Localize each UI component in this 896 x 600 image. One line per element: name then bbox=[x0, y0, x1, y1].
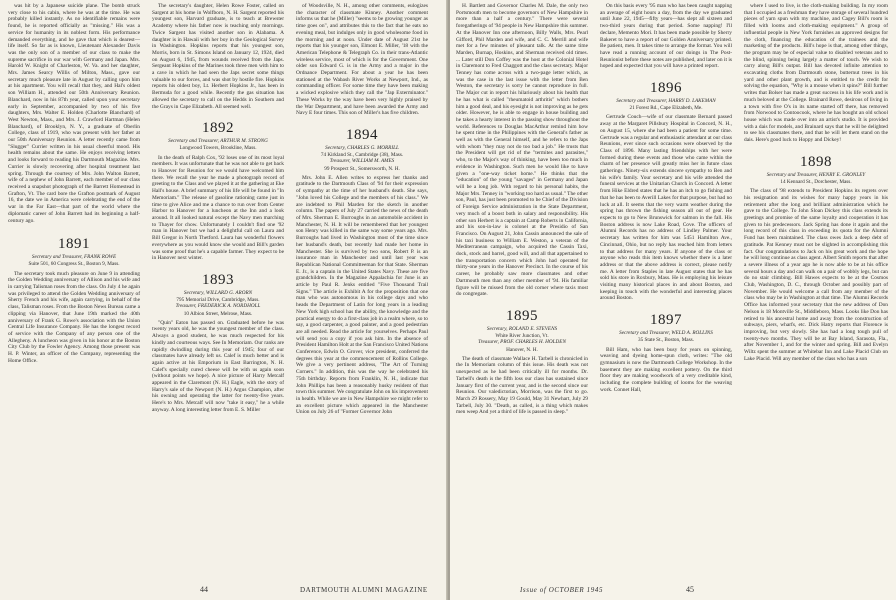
class-year-heading: 1898 bbox=[800, 153, 832, 170]
class-treasurer: Treasurer, WILLIAM M. AMES bbox=[329, 158, 395, 165]
body-text: Bill Ham, who has been busy for years on spinning, weaving and dyeing home-spun cloth, writes: "The old gymnasium is now the Dartmouth College Workshop. In the basement they are making excellent pottery. On the third floor they are making woodwork of a very creditable kind, including the complete building of looms for the weaving work. Connet Hall, bbox=[600, 346, 732, 393]
body-text: Mrs. John E. Allen writes to express her thanks and gratitude to the Dartmouth Class of '94 for their expression of sympathy at the time of her husband's death. She says, "John loved his College and the members of his class." We are indebted to Phil Marden for the sketch in another column. The papers of July 27 carried the news of the death of Mrs. Sherman E. Burroughs in an automobile accident in Manchester, N. H. It will be remembered that her youngest son Henry was killed in the same way some years ago. Mrs. Burroughs had lived in Washington most of the time since her husband's death, but recently had made her home in Manchester. She is survived by two sons, Robert P. is an insurance man in Manchester and until last year was Republican National Committeeman for that State. Sherman E. Jr., is a captain in the United States Navy. These are five grandchildren. In the Magazine Appalachia for June is an article by Paul R. Jenks entitled "Five Thousand Trail Signs." The article is Exhibit A for the proposition that one man who was autonomous in his college days and who heads the Department of Latin for long years in a leading New York high school has the ability, the knowledge and the practical energy to do a first-class job in a realm where, so to say, a good carpenter, a good painter, and a good pedestrian are all needed. Read the article for yourselves. Perhaps Paul will send you a copy if you ask him. In the absence of President Hamilton Holt at the San Francisco United Nations Conference, Edwin O. Grover, vice president, conferred the degrees this year at the commencement of Rollins College. We give a very pertinent address, "The Art of Turning Corners." In addition, this was the way he celebrated his 75th birthday. Reports from Franklin, N. H., indicate that John Phillips has been a reasonably husky resident of that town this summer. We congratulate John on his improvement in health. While we are in New Hampshire we might refer to an excellent picture which appeared in the Manchester Union on July 26 of "Former Governor John bbox=[296, 174, 428, 416]
body-text: The secretary's daughter, Helen Rowe Foster, called on Sargent at his home in Wolfboro, N. H. Sargent reported his youngest son, Harvard graduate, is to teach at Brewster Academy where his father now is teaching only mornings. Twice Sargent has visited another son in Alabama. A daughter is in Hawaii with her boy in the Geological Survey in Washington. Hopkins reports that his youngest son, Morris, born in St. Simons Island on January 12, 1924, died on August 6, 1945, from wounds received from the Japs. Sergeant Hopkins of the Marines took three men with him to a cave in which he had seen the Japs secret some things valuable to our forces, and was shot by hostile fire. Hopkins reports his oldest boy, Lt. Herbert Hopkins Jr., has been in Bermuda for a good while. Recently the gas situation has allowed the secretary to call on the Hedds in Southern and the Grays in Cape Elizabeth. All seemed well. bbox=[152, 3, 284, 110]
body-text: where I used to live, is the cloth-making building. In my room that I occupied as a freshman they have storage of several hundred pieces of yarn spun with my machine, and Cagey Bill's room is filled with looms and cloth-making equipment." A group of influential people in New York furnishes an approved designs for the cloth, financing the education of the trainees and the marketing of the products. Bill's hope is that, among other things, the program may be of especial value to disabled veterans and to the blind, spinning being largely a matter of touch. We wish to carry along Bill's output. Bill has devoted infinite attention to excavating cloths from Dartmouth stone, butternut trees in his yard and other plant growth, and is entitled to the credit for solving the equation, "Why is a mouse when it spins?" Bill further writes that Bolser has made a great success in his life work and is much beloved at the College. Brainard Rowe, desirous of living in a town with five O's in its name started off there, has removed from Norwood to Contoocook, where he has bought an old school house which was made over into an artist's studio. It is provided with a dais for models, and Brainard says that he will be delighted to see his classmates there, and that he will let them stand on the dais. Here's good luck to Hoppy and Dickey! bbox=[744, 3, 888, 144]
body-text: of Woodsville, N. H., among other comments, eulogizes the character of classmate Kinney. Another comment informs us that he (Miller) "seems to be growing younger as time goes on", and attributes this to the fact that he eats no evening meal, but indulges only in good wholesome food in the morning and at noon. Under date of August 21st he reports that his younger son, Elmont E. Miller, '18 with the American Telephone & Telegraph Co. in their trans-Atlantic wireless service, most of which is for the Government. One older son Edward G. is in the Army and a major in the Ordnance Department. For about a year he has been stationed at the Wabash River Works at Newport, Ind., as commanding officer. For some time they have been making a wicked explosive which they call the "Jap Exterminator." These Works by the way have been very highly praised by the War Department, and have been awarded the Army and Navy E four times. This son of Miller's has five children. bbox=[296, 3, 428, 117]
class-secretary: Secretary and Treasurer, HENRY E. GRONLEY bbox=[766, 171, 866, 178]
class-address: 99 Prospect St., Somersworth, N. H. bbox=[324, 165, 400, 172]
body-text: In the death of Ralph Cox, '92 loses one of its most loyal members. It was unfortunate that he was not able to get back to Hanover for Reunion for we would have welcomed him there. We recall the year he made a photograph record of greeting to the Class and we played it at the gathering at Eke Hall's house. A brief summary of his life will be found in "In Memoriam." The release of gasoline rationing came just in time to give Alice and me a chance to run over from Center Harbor to Hanover for a luncheon at the Inn and a look around. It all looked natural except the Navy men marching to Thayer for chow. Unfortunately I couldn't find one '92 man in Hanover but we had a delightful call on Laura and Bill Gregor in North Thetford. Laura has wonderful flowers everywhere as you would know she would and Bill's garden was some proof that he's a capable farmer. They expect to be in Hanover next winter. bbox=[152, 154, 284, 262]
right-column-1 bbox=[456, 3, 588, 416]
class-secretary: Secretary, ROLAND E. STEVENS bbox=[486, 325, 558, 332]
class-year-heading: 1891 bbox=[58, 236, 90, 253]
class-year-heading: 1894 bbox=[346, 126, 378, 143]
left-column-3 bbox=[296, 3, 428, 416]
class-address: Suite 501, 60 Congress St., Boston 9, Mass. bbox=[28, 261, 120, 268]
class-secretary: Secretary and Treasurer, WELD A. ROLLINS bbox=[619, 330, 713, 337]
right-column-2 bbox=[600, 3, 732, 393]
body-text: The death of classmate Wallace H. Tarbell is chronicled in the In Memoriam column of this issue. His death was not unexpected as he had been critically ill for months. Dr. Tarbell's death is the fifth loss our class has sustained since January first of the current year, and is the second since our Reunion. Our valedictorian, Morrison, was the first to go. March 29 Rossery, May 19 Gould, May 31 Newhart, July 29 Tarbell, July 30. "Death, as called, is a thing which makes men weep And yet a third of life is passed in sleep." bbox=[456, 355, 588, 416]
class-address: 14 Kennard St., Dorchester, Mass. bbox=[780, 178, 852, 185]
class-secretary: Secretary, WILLARD G. ARORN bbox=[183, 289, 253, 296]
body-text: H. Bartlett and Governor Charles M. Dale, the only two Portsmouth men to become governors of New Hampshire in more than a half a century." There were several foregatherings of '94 people in New Hampshire this summer. At the Hanover Inn one afternoon, Billy Walls, Mrs. Pearl Gifford, Phil Marden and wife, and C. C. Merrill and wife met for a few minutes of pleasant talk. At the same time Marden, Burnap, Hoskins, and Sherman received old times. ... Later still Don Coffey was the host at the Colonial Hotel in Claremont to Fred Chaggott and the class secretary. Major Tenney has come across with a two-page letter which, as was the case in the last issue with the letter from Ben Weston, the secretary is sorry he cannot reproduce in full. The Major cut in report his hilariously about his health that he has what is called "rheumatoid arthritis" which bothers him a good deal, and his eyesight is not improving as he gets older. However, he is able to engage in house building and he takes a hearty interest in the passing show throughout the world. References to Douglas MacArthur remind him how he spent time in the Philippines with the General's father as well as with the General himself, and he refers to the Japs with whom "they may not do too bad a job." He trusts that the President will get rid of the "termites and parasites," who, to the Major's way of thinking, have been too much in evidence in Washington. Such men he would like to have given a "one-way ticket home." He thinks that the "education" of the young "savages" in Germany and Japan will be a long job. With regard to his personal habits, the Major Mrs. Tenney in "working too hard as usual." The other son, Paul, has just been promoted to be Chief of the Division of Foreign Service administration in the State Department, very much of a boost both in salary and responsibility. His other son Herbert is a captain at Camp Roberts in California, and his son-in-law is colonel at the Presidio of San Francisco. On August 21, John Cassin announced the sale of his taxi business to William E. Weston, a veteran of the Mediterranean campaign, who acquired the Cassin Taxi, dock, stock and barrel, good will, and all that appertained to the transportation concern which John had operated for thirty-one years in the Hanover Precinct. In the course of his career, he probably saw more classmates and other Dartmouth men than any other member of '94. His familiar figure will be missed from the old corner where taxis most do congregate. bbox=[456, 3, 588, 298]
class-address: 21 Forest Rd., Cape Elizabeth, Me. bbox=[629, 105, 703, 112]
class-address: 35 State St., Boston, Mass. bbox=[638, 337, 694, 344]
class-treasurer: Treasurer, FREDERICK A. NORDHOLL bbox=[175, 303, 261, 310]
class-address: 10 Albion Street, Melrose, Mass. bbox=[183, 310, 253, 317]
body-text: On this basis every '95 man who has been caught napping an average of eight hours a day, from the day we graduated until June 22, 1945—fifty years—has slept all sixteen and two-third years during that period. Some napping! I'll declare, Memento Mori. It has been made possible by Sherry Bakeret to have a report of our Golden Anniversary printed. Be patient, men. It takes time to arrange the format. You will have read a running account of our doings in The Post-Reunionist before these notes are published, and later on it is hoped and expected that you will have a printed report. bbox=[600, 3, 732, 70]
body-text: The secretary took much pleasure on June 9 in attending the Golden Wedding anniversary of Allison and his wife and in carrying Talisman roses from the class. On July 4 he again was privileged to attend the Golden Wedding anniversary of Sherry French and his wife, again carrying, in behalf of the class, Talisman roses. From the Boston News Bureau came a clipping via Hanover, that June 19th marked the 40th anniversary of Frank G. Rowe's association with the Union Central Life Insurance Company. He has the longest record of service with the Company of any person one of the Allegheny. A luncheon was given in his honor at the Boston City Club by the Fowler Agency. Among those present was H. P. Winter, an officer of the Company, representing the Home Office. bbox=[8, 270, 140, 364]
class-year-heading: 1892 bbox=[202, 120, 234, 137]
page-footer: Issue of OCTOBER 1945 bbox=[520, 586, 604, 594]
class-year-heading: 1896 bbox=[650, 80, 682, 97]
left-column-1 bbox=[8, 3, 140, 364]
body-text: "Quin" Eaton has passed on. Graduated before he was twenty years old, he was the youngest member of the class. Always a good student, he was much respected for his kindly and courteous ways. See In Memoriam. Our ranks are rapidly dwindling during this year of 1945; four of our classmates have already left us. Calef is much better and is again active at his Emporium in East Barrington, N. H. Calef's specially cured cheese will be with us again soon (without points we hope). A nice picture of Harry Metcalf appeared in the Claremont (N. H.) Eagle, with the story of Harry's sale of the Newport (N. H.) Argus Champion, after his owning and operating the latter for twenty-five years. Here's to Mrs. Metcalf will now "take it easy," he a while anyway. A long interesting letter from E. S. Miller bbox=[152, 319, 284, 413]
class-year-heading: 1893 bbox=[202, 271, 234, 288]
class-address: 795 Memorial Drive, Cambridge, Mass. bbox=[176, 297, 260, 304]
right-column-3 bbox=[744, 3, 888, 362]
class-secretary: Secretary and Treasurer, HARRY D. LAKEMAN bbox=[616, 98, 716, 105]
class-address: Hanover, N. H. bbox=[506, 346, 538, 353]
left-column-2 bbox=[152, 3, 284, 414]
right-page bbox=[450, 0, 896, 600]
class-treasurer: Treasurer, PROF. CHARLES H. HOLDEN bbox=[478, 339, 566, 346]
class-address: Longwood Towers, Brookline, Mass. bbox=[179, 145, 257, 152]
class-secretary: Secretary and Treasurer, FRANK ROWE bbox=[31, 254, 117, 261]
class-address: White River Junction, Vt. bbox=[495, 333, 549, 340]
page-number: 44 bbox=[200, 585, 208, 594]
class-secretary: Secretary and Treasurer, ARTHUR M. STRONG bbox=[168, 138, 268, 145]
class-address: 74 Kirkland St., Cambridge (38), Mass. bbox=[320, 152, 404, 159]
class-year-heading: 1897 bbox=[650, 312, 682, 329]
page-footer: DARTMOUTH ALUMNI MAGAZINE bbox=[300, 586, 428, 594]
body-text: was hit by a Japanese suicide plane. The bomb struck very close to his cabin, where he was at the time. He was probably killed instantly. As no identifiable remains were found, he is reported officially as "missing." His was a service for humanity in its noblest form. His performance demanded everything, and he gave that which is dearest—life itself. So far as is known, Lieutenant Alexander Davis was the only son of a member of our class to make the supreme sacrifice in our war with Germany and Japan. Mrs. Harold W. Knight of Charleston, W. Va. and her daughter, Mrs. James Searcy Willis of Milton, Mass., gave our secretary much pleasure late in August by calling upon him at his apartment. You will recall that they, and Hal's oldest son William H., attended our 50th Anniversary Reunion. Blanchard, now in his 87th year, called upon your secretary early in September, accompanied by two of his five daughters, Mrs. Walter E. Holden (Charlotte Blanchard) of West Newton, Mass., and Mrs. J. Crawford Hartman (Helen Blanchard), of Brooklyn, N. Y., a graduate of Oberlin College, class of 1919, who was present with her father at our 50th Anniversary Reunion. A letter recently came from "Slugger" Currier written in his usual cheerful mood. His health remains about the same. He enjoys receiving letters and looks forward to reading his Dartmouth Magazine. Mrs. Currier is slowly recovering after hospital treatment last spring. Through the courtesy of Mrs. John Walton Barrett, wife of a nephew of John Barrett, each member of our class received a snapshot photograph of the Barrett Homestead in Grafton, Vt. The card bore the Grafton postmark of August 16, the date we in America were celebrating the end of the war in the Far East—that part of the world where the diplomatic career of John Barrett had its beginning a half-century ago. bbox=[8, 3, 140, 224]
class-secretary: Secretary, CHARLES G. MORRILL bbox=[325, 144, 399, 151]
body-text: The class of '98 extends to President Hopkins its regrets over his resignation and its wishes for many happy years in his retirement after the long and brilliant administration which he gave to the College. To John Sloan Dickey this class extends its greetings and promise of the same loyalty and cooperation it has given to his predecessors. Jack Spring has done it again and the long record of this class in exceeding its quota for the Alumni Fund has been maintained. The class owes Jack a deep debt of gratitude. Pat Kenney must not be slighted in accomplishing this fact. Our congratulations to Jack on his great work and the hope he will long continue as class agent. Albert Smith reports that after a severe illness of a year ago he is now able to be at his office several hours a day and can walk on a pair of wobbly legs, but can do no stair climbing. Bill Hawes expects to be at the Cosmos Club, Washington, D. C., through October and possibly part of November. He would welcome a call from any member of the class who may be in Washington at that time. The Alumni Records Office has informed your secretary that the new address of Don Nelson is 18 Montville St., Middleboro, Mass. Looks like Don has retired to his ancestral home and away from the construction of subways, piers, wharfs, etc. Dick Hatry reports that Florence is improving, but very slowly. She has had a long tough pull of twenty-two months. They will be at Bay Island, Sarasota, Fla., after November 1, and for the winter and spring. Bill and Evelyn Wiltz spent the summer at Whitebar Inn and Lake Placid Club on Lake Placid. Will any member of the class who has a son bbox=[744, 188, 888, 362]
class-year-heading: 1895 bbox=[506, 307, 538, 324]
body-text: Gertrude Couch—wife of our classmate Bernard passed away at the Margaret Pillsbury Hospital in Concord, N. H., on August 15, where she had been a patient for some time. Gertrude was a regular and enthusiastic attendant at our class Reunions, ever since such occasions were observed by the Class of 1896. Many lasting friendships with her were formed during these events and those who came within the charm of her presence will greatly miss her in future class gatherings. Ninety-six extends sincere sympathy to Ben and his wife's family. Your secretary and his wife attended the funeral services at the Unitarian Church in Concord. A letter from Hike Eldred states that he has an itch to go fishing and that he has been to Averill Lakes for that purpose, but had no luck at all. It seems that the very warm weather during the spring has thrown the fishing season all out of gear. He expects to go to New Brunswick for salmon in the fall. His Boston address is now Lake Road, Cove. The officers of Alumni Records has no address of Lindley Palmer. Your secretary has written for him was 5451 Hamilton Ave., Cincinnati, Ohio, but no reply has reached him from letters to that address for many years. If anyone of the class or anyone who reads this item knows whether there is a later address or that the above address is correct, please notify me. A letter from Staples in late August states that he has sold his store in Roxbury, Mass. He is employing his leisure visiting many historical places in and about Boston, and keeping in touch with the wonderful and interesting places around Boston. bbox=[600, 114, 732, 302]
page-number: 45 bbox=[686, 585, 694, 594]
